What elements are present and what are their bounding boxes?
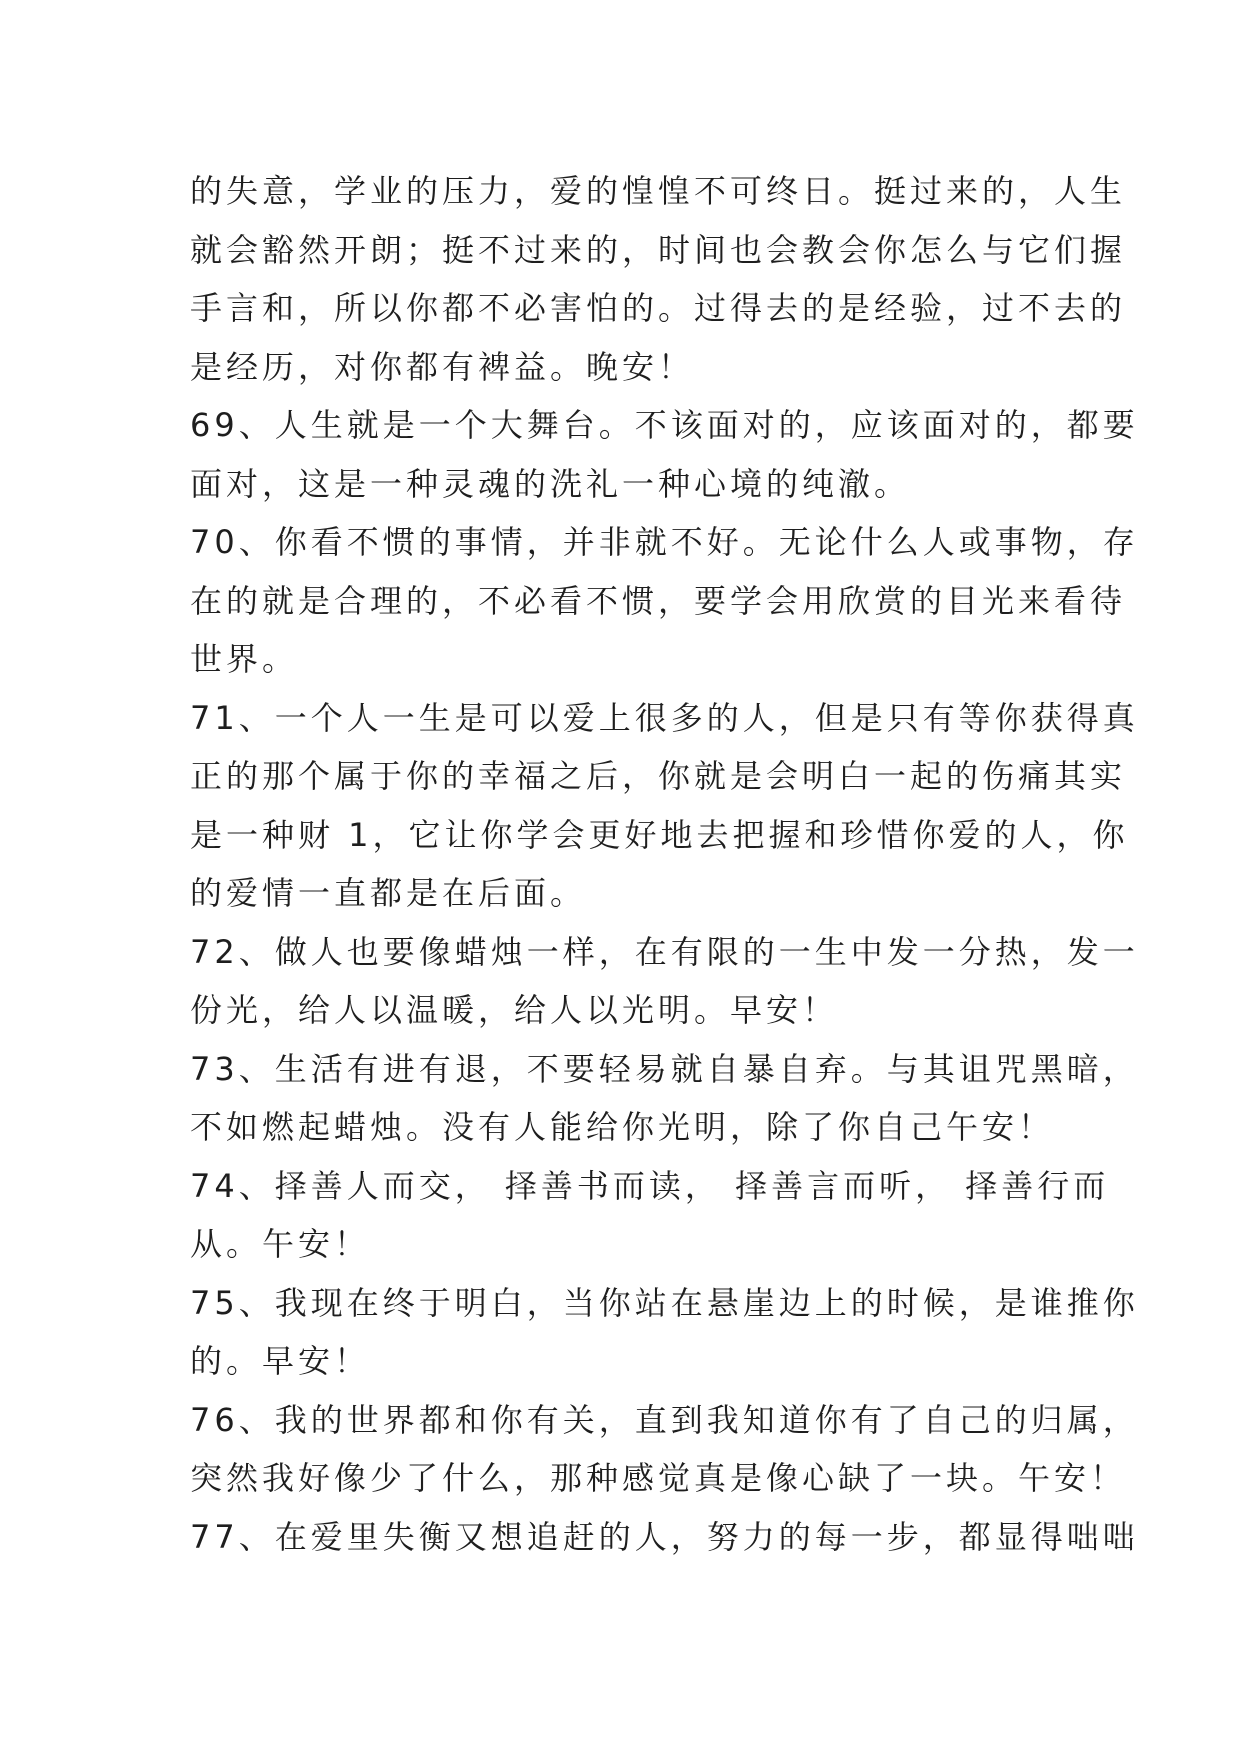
text-line: 73、生活有进有退，不要轻易就自暴自弃。与其诅咒黑暗， (190, 1049, 1139, 1088)
text-line: 的失意，学业的压力，爱的惶惶不可终日。挺过来的，人生 (190, 172, 1127, 210)
text-line: 的爱情一直都是在后面。 (190, 874, 587, 912)
text-line: 从。午安！ (190, 1225, 371, 1263)
text-line: 的。早安！ (190, 1342, 371, 1380)
text-line: 77、在爱里失衡又想追赶的人，努力的每一步，都显得咄咄 (190, 1517, 1139, 1556)
text-line: 是经历，对你都有裨益。晚安！ (190, 347, 695, 386)
text-line: 正的那个属于你的幸福之后，你就是会明白一起的伤痛其实 (190, 757, 1127, 795)
text-line: 76、我的世界都和你有关，直到我知道你有了自己的归属， (190, 1400, 1139, 1439)
text-line: 72、做人也要像蜡烛一样，在有限的一生中发一分热，发一 (190, 932, 1139, 971)
text-line: 不如燃起蜡烛。没有人能给你光明，除了你自己午安！ (190, 1108, 1055, 1146)
text-line: 69、人生就是一个大舞台。不该面对的，应该面对的，都要 (190, 406, 1139, 444)
text-line: 份光，给人以温暖，给人以光明。早安！ (190, 991, 839, 1029)
text-line: 75、我现在终于明白，当你站在悬崖边上的时候，是谁推你 (190, 1283, 1139, 1322)
text-line: 世界。 (190, 640, 299, 678)
text-line: 是一种财 1，它让你学会更好地去把握和珍惜你爱的人，你 (190, 815, 1129, 854)
text-line: 手言和，所以你都不必害怕的。过得去的是经验，过不去的 (190, 289, 1127, 327)
text-line: 面对，这是一种灵魂的洗礼一种心境的纯澈。 (190, 464, 911, 503)
text-line: 70、你看不惯的事情，并非就不好。无论什么人或事物，存 (190, 523, 1139, 561)
text-line: 就会豁然开朗；挺不过来的，时间也会教会你怎么与它们握 (190, 230, 1127, 269)
text-line: 在的就是合理的，不必看不惯，要学会用欣赏的目光来看待 (190, 581, 1127, 620)
text-line: 突然我好像少了什么，那种感觉真是像心缺了一块。午安！ (190, 1459, 1127, 1497)
text-line: 74、择善人而交， 择善书而读， 择善言而听， 择善行而 (190, 1166, 1110, 1205)
text-line: 71、一个人一生是可以爱上很多的人，但是只有等你获得真 (190, 698, 1139, 737)
body-text (190, 162, 1139, 1566)
